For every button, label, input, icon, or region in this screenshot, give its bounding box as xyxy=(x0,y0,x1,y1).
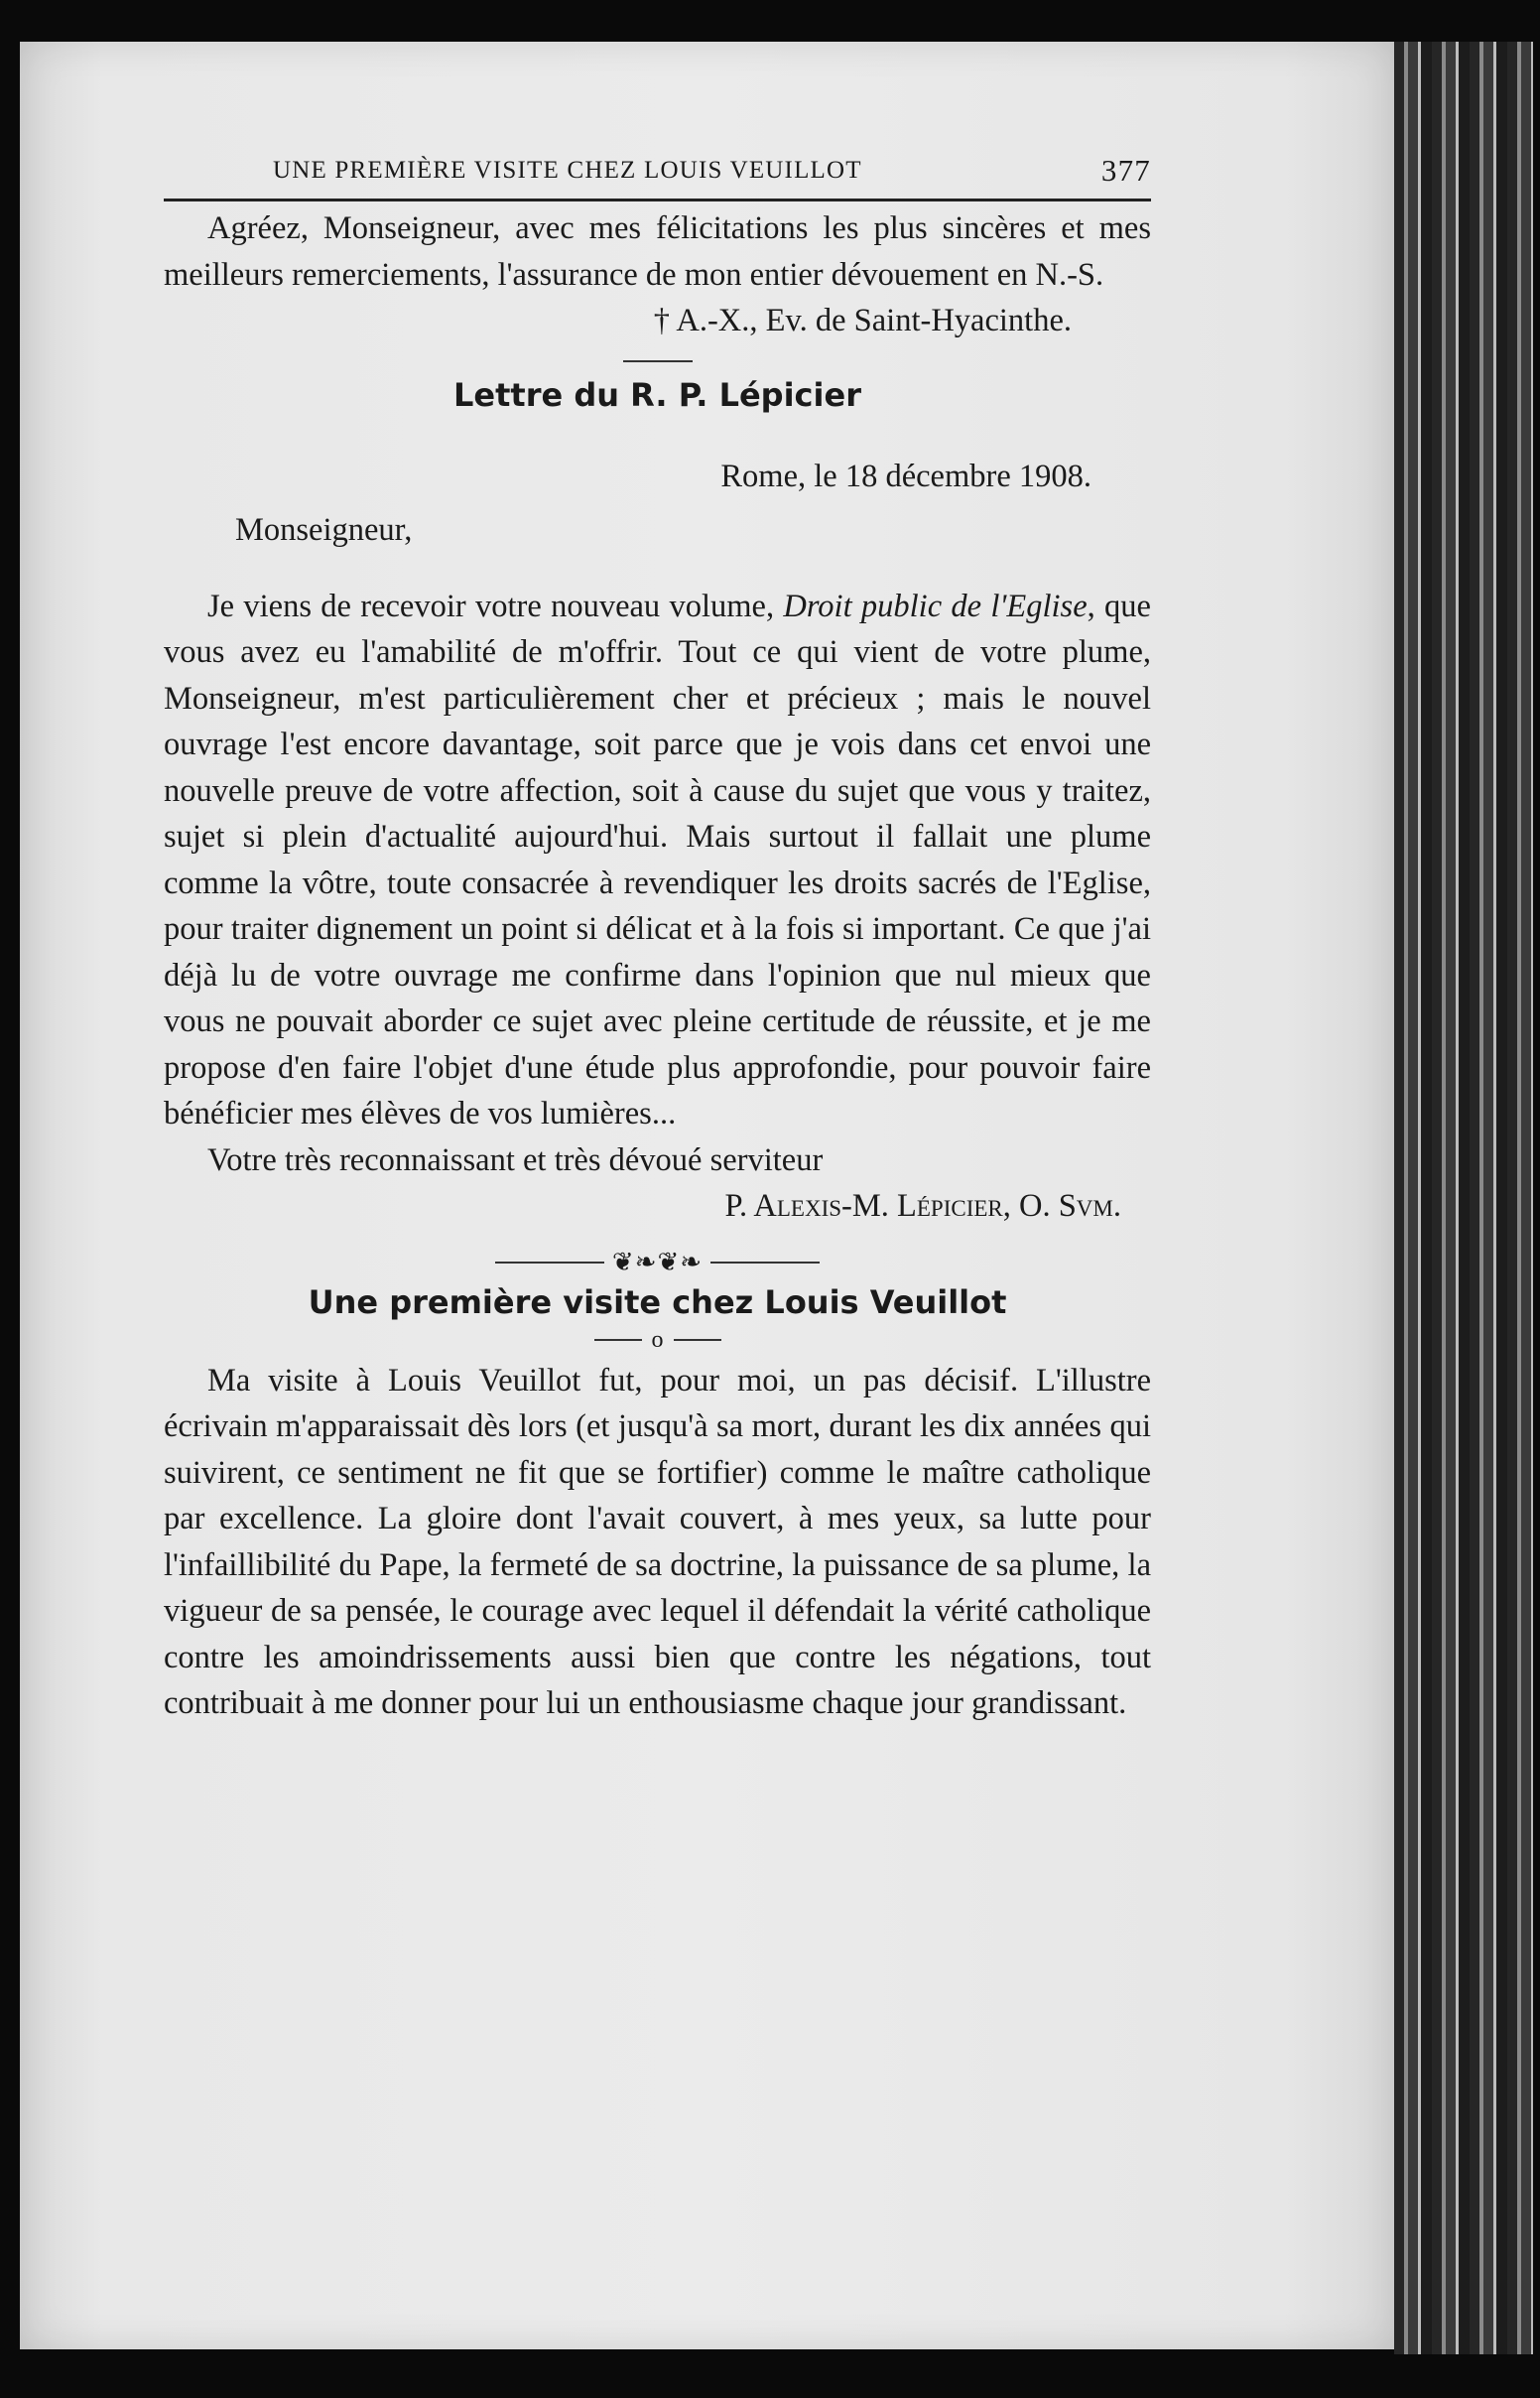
letter-body-rest: , que vous avez eu l'amabilité de m'offrir. Tout ce qui vient de votre plume, Monseigneur, m'est particulièrement cher et précieux ; mais le nouvel ouvrage l'est encore davantage, soit parce que je vois dans cet envoi une nouvelle preuve de votre affection, soit à cause du sujet que vous y traitez, sujet si plein d'actualité aujourd'hui. Mais surtout il fallait une plume comme la vôtre, toute consacrée à revendiquer les droits sacrés de l'Eglise, pour traiter dignement un point si délicat et à la fois si important. Ce que j'ai déjà lu de votre ouvrage me confirme dans l'opinion que nul mieux que vous ne pouvait aborder ce sujet avec pleine certitude de réussite, et je me propose d'en faire l'objet d'une étude plus approfondie, pour pouvoir faire bénéficier mes élèves de vos lumières... xyxy=(164,588,1151,1132)
book-title: Droit public de l'Eglise xyxy=(783,588,1088,624)
letter-salutation: Monseigneur, xyxy=(235,512,413,548)
separator-mark: o xyxy=(651,1326,664,1353)
section-heading: Une première visite chez Louis Veuillot xyxy=(308,1282,1007,1321)
letter-closing: Votre très reconnaissant et très dévoué serviteur xyxy=(207,1141,824,1178)
letter-body-start: Je viens de recevoir votre nouveau volume, xyxy=(207,588,784,624)
page-edges xyxy=(1394,42,1533,2354)
closing-paragraph: Agréez, Monseigneur, avec mes félicitations les plus sincères et mes meilleurs remerciements, l'assurance de mon entier dévouement en N.-S. xyxy=(164,210,1151,293)
closing-signature: † A.-X., Ev. de Saint-Hyacinthe. xyxy=(653,303,1072,338)
page-content xyxy=(164,149,1151,1727)
short-rule xyxy=(623,360,693,362)
running-head-title: UNE PREMIÈRE VISITE CHEZ LOUIS VEUILLOT xyxy=(273,157,862,184)
letter-body xyxy=(164,584,1151,1137)
section-separator xyxy=(164,1327,1151,1354)
section-ornament xyxy=(164,1248,1151,1277)
section-paragraph: Ma visite à Louis Veuillot fut, pour moi, un pas décisif. L'illustre écrivain m'apparaissait dès lors (et jusqu'à sa mort, durant les dix années qui suivirent, ce sentiment ne fit que se fortifier) comme le maître catholique par excellence. La gloire dont l'avait couvert, à mes yeux, sa lutte pour l'infaillibilité du Pape, la fermeté de sa doctrine, la puissance de sa plume, la vigueur de sa pensée, le courage avec lequel il défendait la vérité catholique contre les amoindrissements aussi bien que contre les négations, tout contribuait à me donner pour lui un enthousiasme chaque jour grandissant. xyxy=(164,1362,1151,1721)
letter-signature: P. Alexis-M. Lépicier, O. Svm. xyxy=(724,1188,1121,1224)
ornament-fleuron: ❦❧❦❧ xyxy=(611,1247,704,1276)
page-number: 377 xyxy=(1100,153,1151,188)
letter-heading: Lettre du R. P. Lépicier xyxy=(453,375,861,414)
running-head xyxy=(164,149,1151,201)
letter-dateline: Rome, le 18 décembre 1908. xyxy=(720,458,1091,494)
